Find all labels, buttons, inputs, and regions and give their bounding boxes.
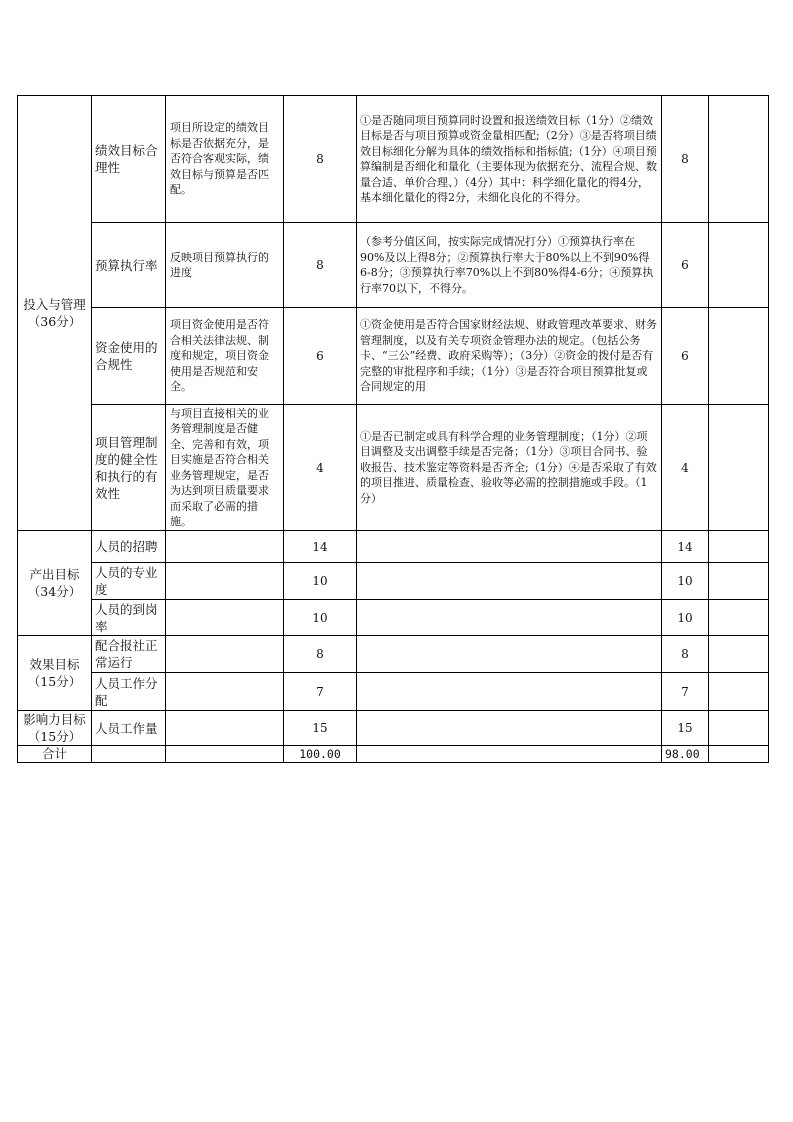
description-cell [166, 746, 284, 763]
table-row [18, 673, 769, 711]
total-actual-score: 98.00 [662, 746, 709, 763]
indicator-cell: 预算执行率 [92, 223, 166, 308]
standard-cell: ①是否随同项目预算同时设置和报送绩效目标（1分）②绩效目标是否与项目预算或资金量相匹配;（2分）③是否将项目绩效目标细化分解为具体的绩效指标和指标值;（1分）④项目预算编制是否细化和量化（主要体现为依据充分、流程合规、数量合适、单价合理、）（4分）其中：科学细化量化的得4分，基本细化量化的得2分，未细化良化的不得分。 [357, 96, 662, 223]
table-row [18, 405, 769, 531]
description-cell: 反映项目预算执行的进度 [166, 223, 284, 308]
description-cell [166, 673, 284, 711]
table-row [18, 600, 769, 636]
standard-cell: （参考分值区间，按实际完成情况打分）①预算执行率在90%及以上得8分；②预算执行率大于80%以上不到90%得6-8分；③预算执行率70%以上不到80%得4-6分；④预算执行率70以下，不得分。 [357, 223, 662, 308]
score-cell: 8 [284, 223, 357, 308]
indicator-cell [92, 746, 166, 763]
note-cell [709, 711, 769, 746]
note-cell [709, 531, 769, 563]
note-cell [709, 600, 769, 636]
table-row [18, 636, 769, 673]
score-cell: 15 [284, 711, 357, 746]
score-cell: 8 [284, 636, 357, 673]
indicator-cell: 人员工作量 [92, 711, 166, 746]
indicator-cell: 绩效目标合理性 [92, 96, 166, 223]
category-effect: 效果目标 （15分） [18, 636, 92, 711]
actual-score-cell: 15 [662, 711, 709, 746]
note-cell [709, 673, 769, 711]
actual-score-cell: 8 [662, 96, 709, 223]
standard-cell [357, 746, 662, 763]
note-cell [709, 405, 769, 531]
actual-score-cell: 7 [662, 673, 709, 711]
indicator-cell: 项目管理制度的健全性和执行的有效性 [92, 405, 166, 531]
total-row [18, 746, 769, 763]
table-row [18, 96, 769, 223]
category-input-management: 投入与管理 （36分） [18, 96, 92, 531]
actual-score-cell: 6 [662, 308, 709, 405]
score-cell: 6 [284, 308, 357, 405]
description-cell: 与项目直接相关的业务管理制度是否健全、完善和有效，项目实施是否符合相关业务管理规定，是否为达到项目质量要求而采取了必需的措施。 [166, 405, 284, 531]
actual-score-cell: 14 [662, 531, 709, 563]
table-row [18, 563, 769, 600]
indicator-cell: 资金使用的合规性 [92, 308, 166, 405]
score-cell: 10 [284, 600, 357, 636]
description-cell [166, 563, 284, 600]
indicator-cell: 人员工作分配 [92, 673, 166, 711]
actual-score-cell: 10 [662, 600, 709, 636]
total-score: 100.00 [284, 746, 357, 763]
table-row [18, 531, 769, 563]
standard-cell [357, 711, 662, 746]
description-cell: 项目所设定的绩效目标是否依据充分，是否符合客观实际，绩效目标与预算是否匹配。 [166, 96, 284, 223]
table-row [18, 223, 769, 308]
table-row [18, 711, 769, 746]
standard-cell [357, 563, 662, 600]
description-cell [166, 531, 284, 563]
category-impact: 影响力目标 （15分） [18, 711, 92, 746]
table-row [18, 308, 769, 405]
standard-cell [357, 636, 662, 673]
score-cell: 10 [284, 563, 357, 600]
indicator-cell: 人员的招聘 [92, 531, 166, 563]
standard-cell [357, 531, 662, 563]
performance-evaluation-table [17, 95, 769, 763]
category-output: 产出目标 （34分） [18, 531, 92, 636]
description-cell [166, 600, 284, 636]
standard-cell: ①资金使用是否符合国家财经法规、财政管理改革要求、财务管理制度，以及有关专项资金管理办法的规定。（包括公务卡、“三公”经费、政府采购等）；（3分）②资金的拨付是否有完整的审批程序和手续；（1分）③是否符合项目预算批复或合同规定的用 [357, 308, 662, 405]
note-cell [709, 636, 769, 673]
note-cell [709, 223, 769, 308]
actual-score-cell: 4 [662, 405, 709, 531]
description-cell [166, 711, 284, 746]
score-cell: 14 [284, 531, 357, 563]
standard-cell: ①是否已制定或具有科学合理的业务管理制度；（1分）②项目调整及支出调整手续是否完备；（1分）③项目合同书、验收报告、技术鉴定等资料是否齐全;（1分）④是否采取了有效的项目推进、质量检查、验收等必需的控制措施或手段。（1分） [357, 405, 662, 531]
description-cell [166, 636, 284, 673]
note-cell [709, 746, 769, 763]
indicator-cell: 配合报社正常运行 [92, 636, 166, 673]
score-cell: 8 [284, 96, 357, 223]
actual-score-cell: 10 [662, 563, 709, 600]
note-cell [709, 563, 769, 600]
indicator-cell: 人员的专业度 [92, 563, 166, 600]
actual-score-cell: 6 [662, 223, 709, 308]
standard-cell [357, 673, 662, 711]
score-cell: 7 [284, 673, 357, 711]
description-cell: 项目资金使用是否符合相关法律法规、制度和规定，项目资金使用是否规范和安全。 [166, 308, 284, 405]
actual-score-cell: 8 [662, 636, 709, 673]
note-cell [709, 308, 769, 405]
note-cell [709, 96, 769, 223]
indicator-cell: 人员的到岗率 [92, 600, 166, 636]
total-label: 合计 [18, 746, 92, 763]
standard-cell [357, 600, 662, 636]
score-cell: 4 [284, 405, 357, 531]
